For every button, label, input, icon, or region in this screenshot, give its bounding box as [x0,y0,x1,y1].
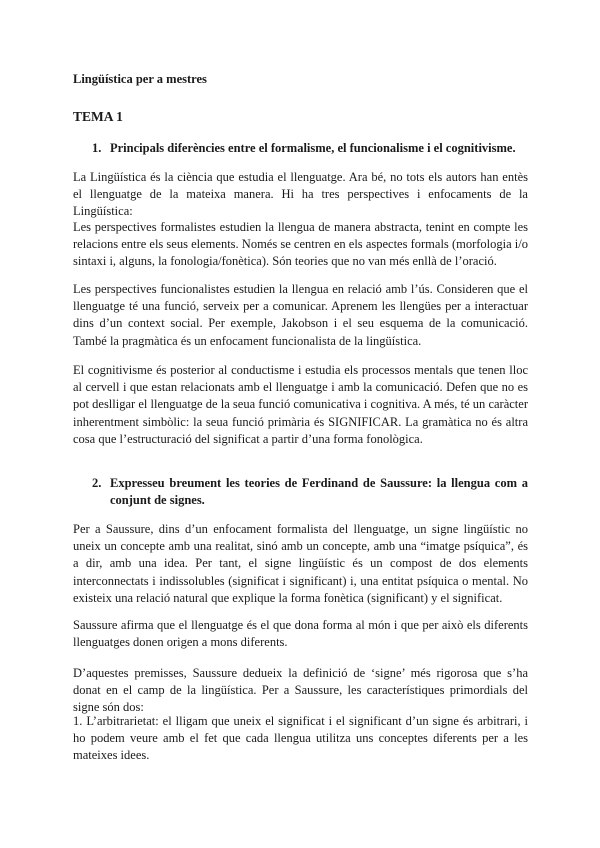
paragraph: Saussure afirma que el llenguatge és el que dona forma al món i que per això els diferents llenguatges donen origen a mons diferents. [73,618,528,650]
paragraph: El cognitivisme és posterior al conductisme i estudia els processos mentals que tenen lloc al cervell i que estan relacionats amb el llenguatge i amb la comunicació. Defen que no es pot deslligar el llenguatge de la seua funció comunicativa i cognitiva. A més, té un caràcter inherentment simbòlic: la seua funció primària és SIGNIFICAR. La gramàtica no és altra cosa que l’estructuració del significat a partir d’una forma fonològica. [73,363,528,446]
section-number: 1. [92,141,102,155]
section-heading-2 [92,475,528,509]
paragraph: 1. L’arbitrarietat: el lligam que uneix el significat i el significant d’un signe és arbitrari, i ho podem veure amb el fet que cada llengua utilitza uns conceptes diferents per a les mateixes idees. [73,714,528,763]
paragraph: Per a Saussure, dins d’un enfocament formalista del llenguatge, un signe lingüístic no uneix un concepte amb una realitat, sinó amb un concepte, amb una “imatge psíquica”, és a dir, amb una idea. Per tant, el signe lingüístic és un compost de dos elements interconnectats i indissolubles (significat i significant) i, una entitat psíquica o mental. No existeix una relació natural que explique la forma fonètica (significant) y el significat. [73,522,528,605]
paragraph: Les perspectives funcionalistes estudien la llengua en relació amb l’ús. Consideren que el llenguatge té una funció, serveix per a comunicar. Aprenem les llengües per a interactuar dins d’un context social. Per exemple, Jakobson i el seu esquema de la comunicació. També la pragmàtica és un enfocament funcionalista de la lingüística. [73,282,528,348]
section-title: Expresseu breument les teories de Ferdinand de Saussure: la llengua com a conjunt de signes. [110,476,528,507]
section-title: Principals diferències entre el formalisme, el funcionalisme i el cognitivisme. [110,141,516,155]
document-heading: TEMA 1 [73,109,123,124]
section-heading-1 [92,140,528,157]
document-title: Lingüística per a mestres [73,72,207,86]
paragraph: Les perspectives formalistes estudien la llengua de manera abstracta, tenint en compte les relacions entre els seus elements. Només se centren en els aspectes formals (morfologia i/o sintaxi i, alguns, la fonologia/fonètica). Són teories que no van més enllà de l’oració. [73,220,528,269]
paragraph: D’aquestes premisses, Saussure dedueix la definició de ‘signe’ més rigorosa que s’ha donat en el camp de la lingüística. Per a Saussure, les característiques primordials del signe són dos: [73,666,528,715]
paragraph: La Lingüística és la ciència que estudia el llenguatge. Ara bé, no tots els autors han entès el llenguatge de la mateixa manera. Hi ha tres perspectives i enfocaments de la Lingüística: [73,170,528,219]
section-number: 2. [92,476,102,490]
